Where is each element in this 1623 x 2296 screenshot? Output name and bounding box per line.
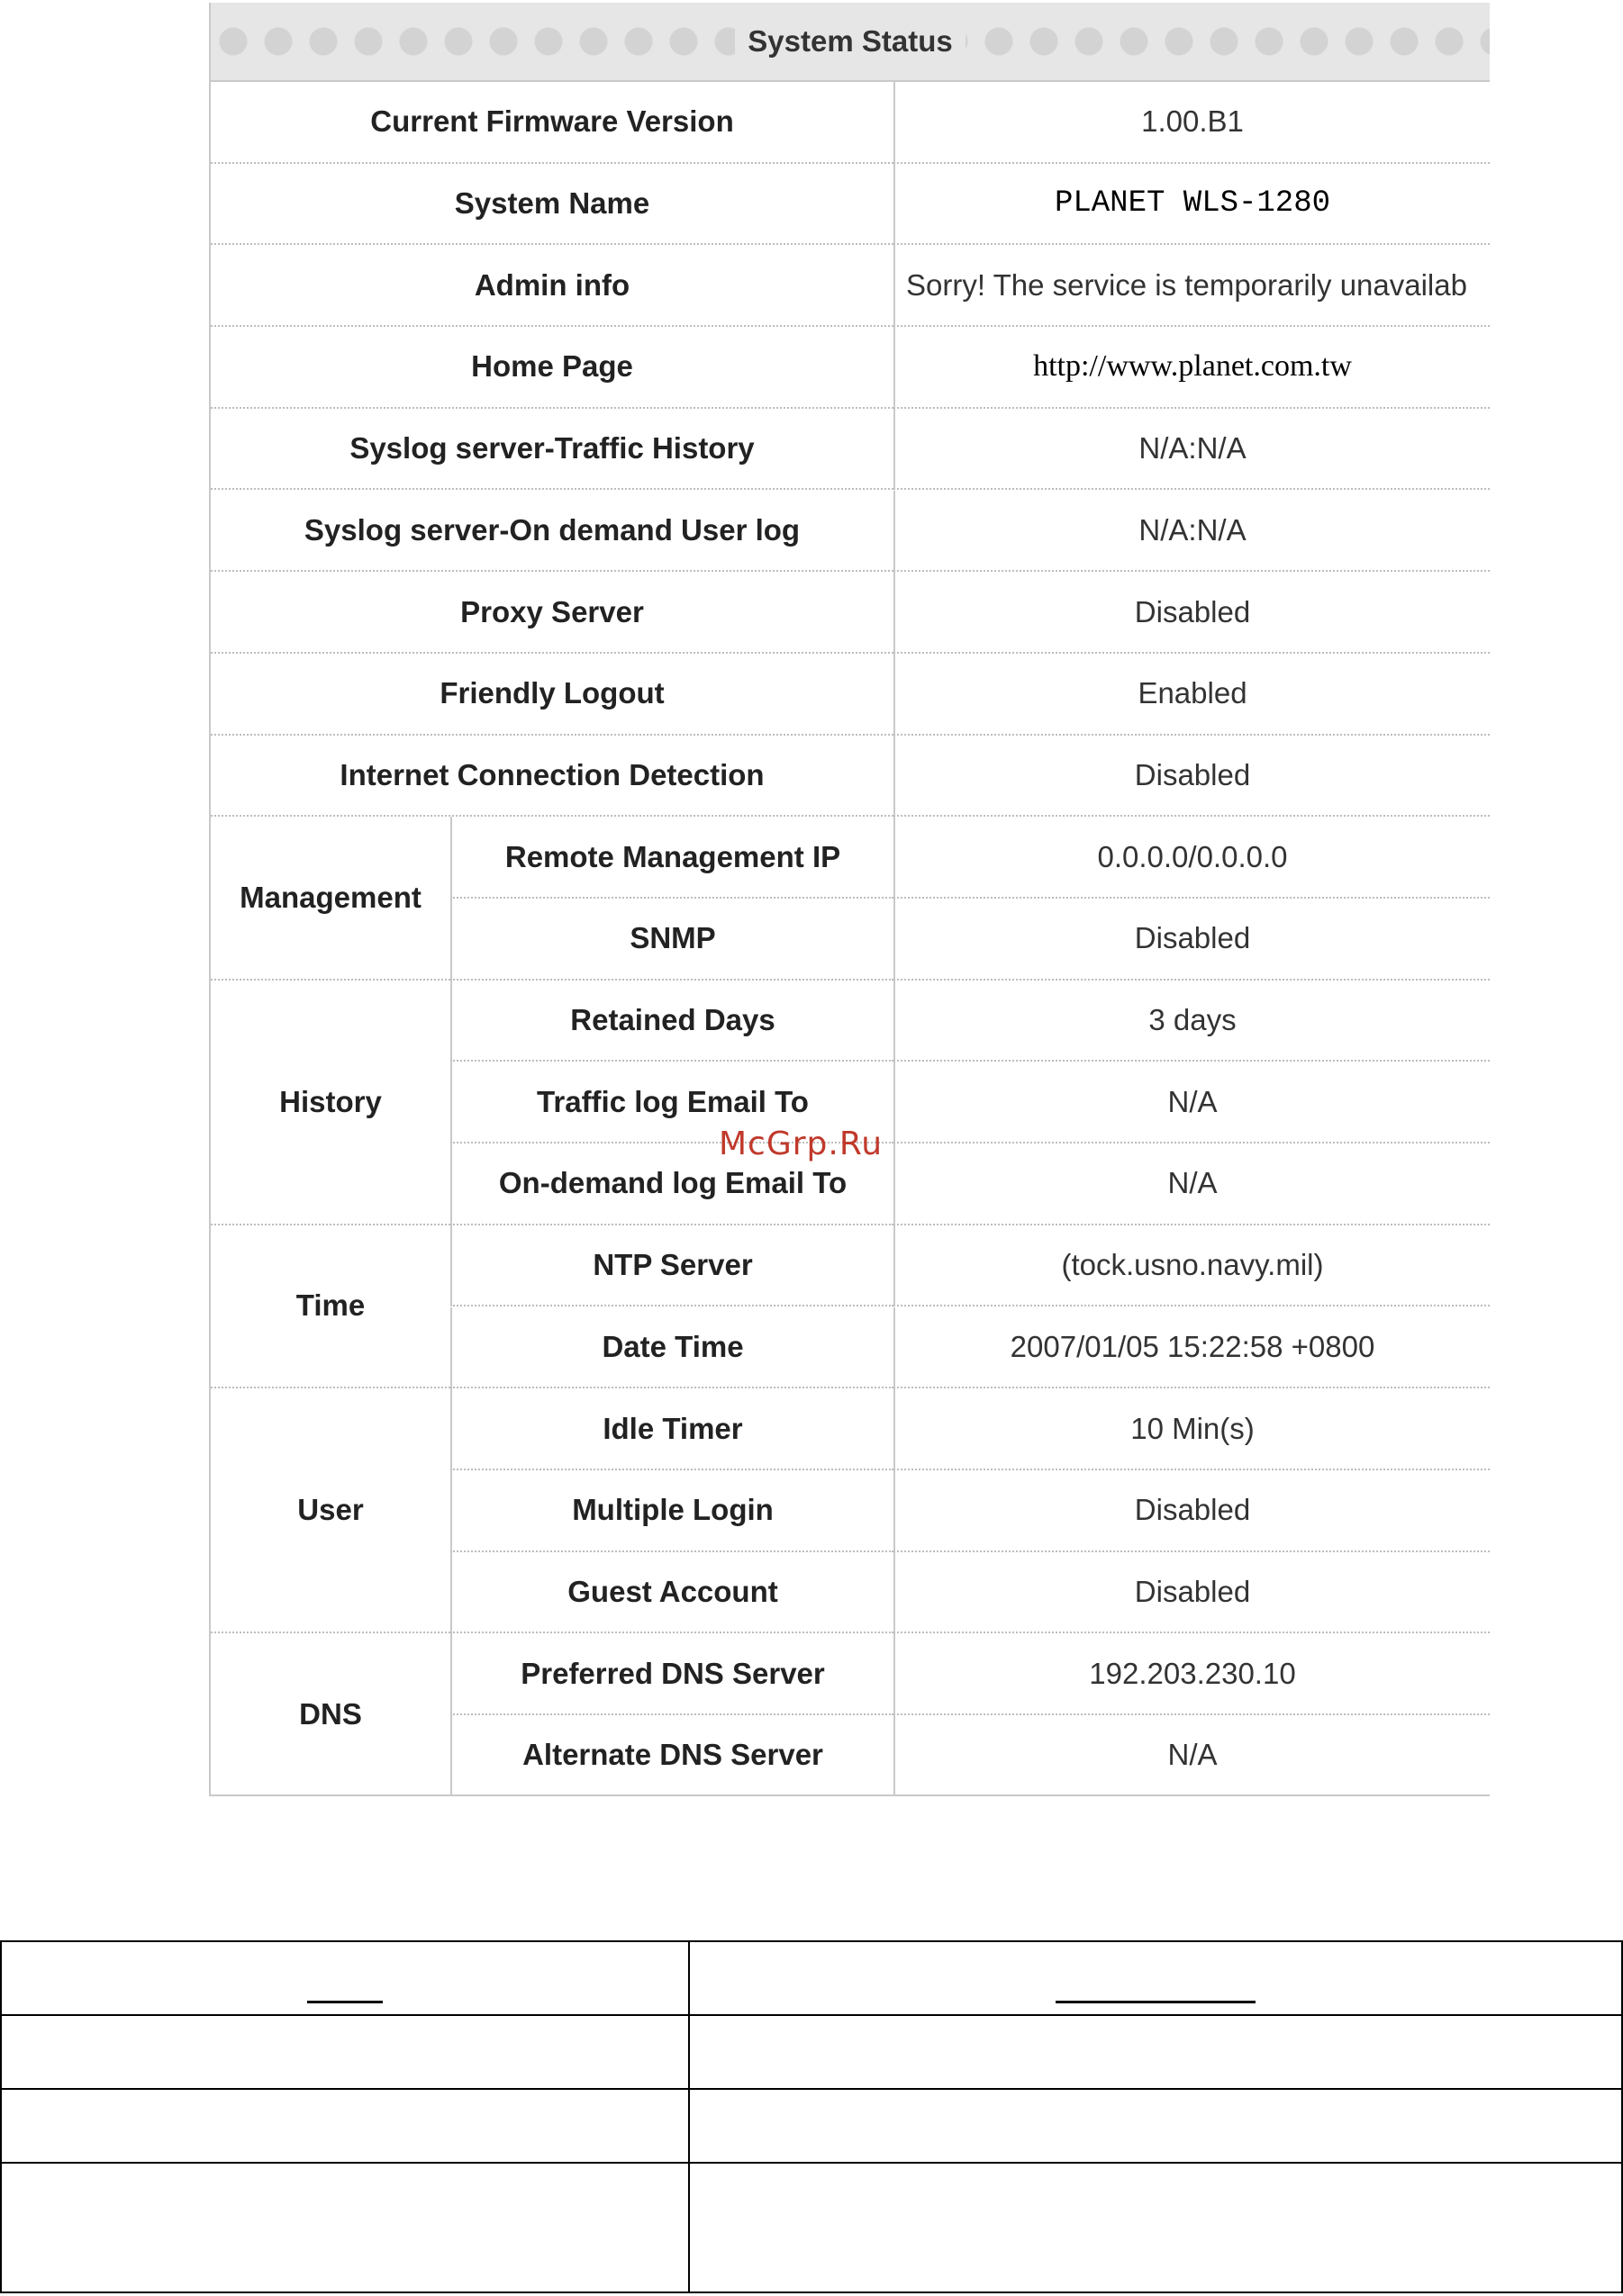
status-row	[450, 1143, 1490, 1225]
row-label: Alternate DNS Server	[450, 1715, 893, 1796]
row-value: Disabled	[1134, 1493, 1251, 1527]
row-value-cell	[893, 899, 1490, 981]
status-row	[450, 1225, 1490, 1307]
status-row	[450, 1062, 1490, 1143]
status-row	[450, 1552, 1490, 1634]
row-value: N/A	[1167, 1166, 1218, 1200]
row-label: Syslog server-On demand User log	[211, 491, 893, 573]
row-label: Date Time	[450, 1307, 893, 1389]
status-row	[450, 1307, 1490, 1389]
row-label: Guest Account	[450, 1552, 893, 1634]
status-row	[211, 245, 1490, 327]
status-row	[450, 981, 1490, 1062]
row-value-cell	[893, 82, 1490, 164]
row-label: Syslog server-Traffic History	[211, 409, 893, 491]
doc-header-cell-2	[689, 1941, 1622, 2015]
row-value-cell	[893, 1715, 1490, 1796]
doc-table-row	[1, 2089, 1622, 2163]
status-row	[450, 1388, 1490, 1470]
watermark-text: McGrp.Ru	[719, 1125, 884, 1162]
row-value: PLANET WLS-1280	[1054, 186, 1331, 221]
status-row	[211, 164, 1490, 246]
group-label: History	[211, 981, 450, 1225]
row-label: Admin info	[211, 245, 893, 327]
doc-table-header-row	[1, 1941, 1622, 2015]
status-row	[211, 409, 1490, 491]
row-label: Retained Days	[450, 981, 893, 1062]
row-value: (tock.usno.navy.mil)	[1061, 1248, 1324, 1282]
panel-title: System Status	[735, 24, 965, 59]
row-value: Sorry! The service is temporarily unavailab	[906, 267, 1467, 302]
doc-cell	[1, 2015, 689, 2089]
row-value: Enabled	[1138, 676, 1247, 710]
doc-cell	[1, 2089, 689, 2163]
row-value: N/A	[1167, 1084, 1218, 1118]
row-value-cell	[893, 409, 1490, 491]
row-label: Current Firmware Version	[211, 82, 893, 164]
group-label: Time	[211, 1225, 450, 1388]
row-value: Disabled	[1134, 1574, 1251, 1608]
row-label: Preferred DNS Server	[450, 1633, 893, 1715]
row-value-cell	[893, 572, 1490, 654]
row-value: Disabled	[1134, 594, 1251, 628]
row-value-cell	[893, 981, 1490, 1062]
status-row	[211, 491, 1490, 573]
status-row	[211, 572, 1490, 654]
row-value: Disabled	[1134, 757, 1251, 791]
row-value: N/A:N/A	[1138, 431, 1247, 466]
row-value: 1.00.B1	[1141, 104, 1244, 139]
row-value-cell	[893, 245, 1490, 327]
status-row	[450, 1633, 1490, 1715]
row-value-cell	[893, 491, 1490, 573]
row-value: 0.0.0.0/0.0.0.0	[1097, 839, 1288, 873]
row-value-cell	[893, 736, 1490, 818]
status-row	[450, 1715, 1490, 1796]
doc-table-row	[1, 2015, 1622, 2089]
row-value: N/A:N/A	[1138, 512, 1247, 547]
status-row	[450, 817, 1490, 899]
row-value: 2007/01/05 15:22:58 +0800	[1010, 1329, 1375, 1363]
row-value-cell	[893, 164, 1490, 246]
row-value-cell	[893, 654, 1490, 736]
row-value-cell	[893, 1307, 1490, 1389]
group-label: DNS	[211, 1633, 450, 1796]
row-value-cell	[893, 1470, 1490, 1552]
status-row	[450, 1470, 1490, 1552]
document-table	[0, 1940, 1623, 2293]
doc-table-row	[1, 2163, 1622, 2292]
status-row	[211, 654, 1490, 736]
row-value-cell	[893, 1225, 1490, 1307]
doc-cell	[1, 2163, 689, 2292]
row-label: Multiple Login	[450, 1470, 893, 1552]
status-row	[211, 327, 1490, 409]
row-value-cell	[893, 1388, 1490, 1470]
system-status-panel	[209, 3, 1490, 1796]
row-value-cell	[893, 1062, 1490, 1143]
row-label: On-demand log Email To	[450, 1143, 893, 1225]
status-row	[211, 736, 1490, 818]
row-value: Disabled	[1134, 921, 1251, 955]
doc-header-cell-1	[1, 1941, 689, 2015]
row-label: Proxy Server	[211, 572, 893, 654]
row-label: Internet Connection Detection	[211, 736, 893, 818]
row-label: Idle Timer	[450, 1388, 893, 1470]
row-label: Remote Management IP	[450, 817, 893, 899]
header-underline	[307, 2001, 383, 2003]
group-label: Management	[211, 817, 450, 980]
row-value-cell	[893, 327, 1490, 409]
row-value: N/A	[1167, 1738, 1218, 1772]
row-label: NTP Server	[450, 1225, 893, 1307]
status-row	[450, 899, 1490, 981]
panel-title-bar	[211, 3, 1490, 82]
row-value: 3 days	[1148, 1003, 1237, 1037]
row-value-cell	[893, 1552, 1490, 1634]
row-value-cell	[893, 1633, 1490, 1715]
row-label: Traffic log Email To	[450, 1062, 893, 1143]
doc-cell	[689, 2089, 1622, 2163]
row-label: System Name	[211, 164, 893, 246]
status-row	[211, 82, 1490, 164]
row-value: 10 Min(s)	[1130, 1411, 1255, 1445]
row-value: 192.203.230.10	[1089, 1656, 1296, 1690]
row-value-cell	[893, 1143, 1490, 1225]
doc-cell	[689, 2163, 1622, 2292]
row-label: SNMP	[450, 899, 893, 981]
row-label: Home Page	[211, 327, 893, 409]
group-label: User	[211, 1388, 450, 1633]
header-underline	[1056, 2001, 1256, 2003]
row-value: http://www.planet.com.tw	[1033, 349, 1352, 384]
row-value-cell	[893, 817, 1490, 899]
doc-cell	[689, 2015, 1622, 2089]
row-label: Friendly Logout	[211, 654, 893, 736]
